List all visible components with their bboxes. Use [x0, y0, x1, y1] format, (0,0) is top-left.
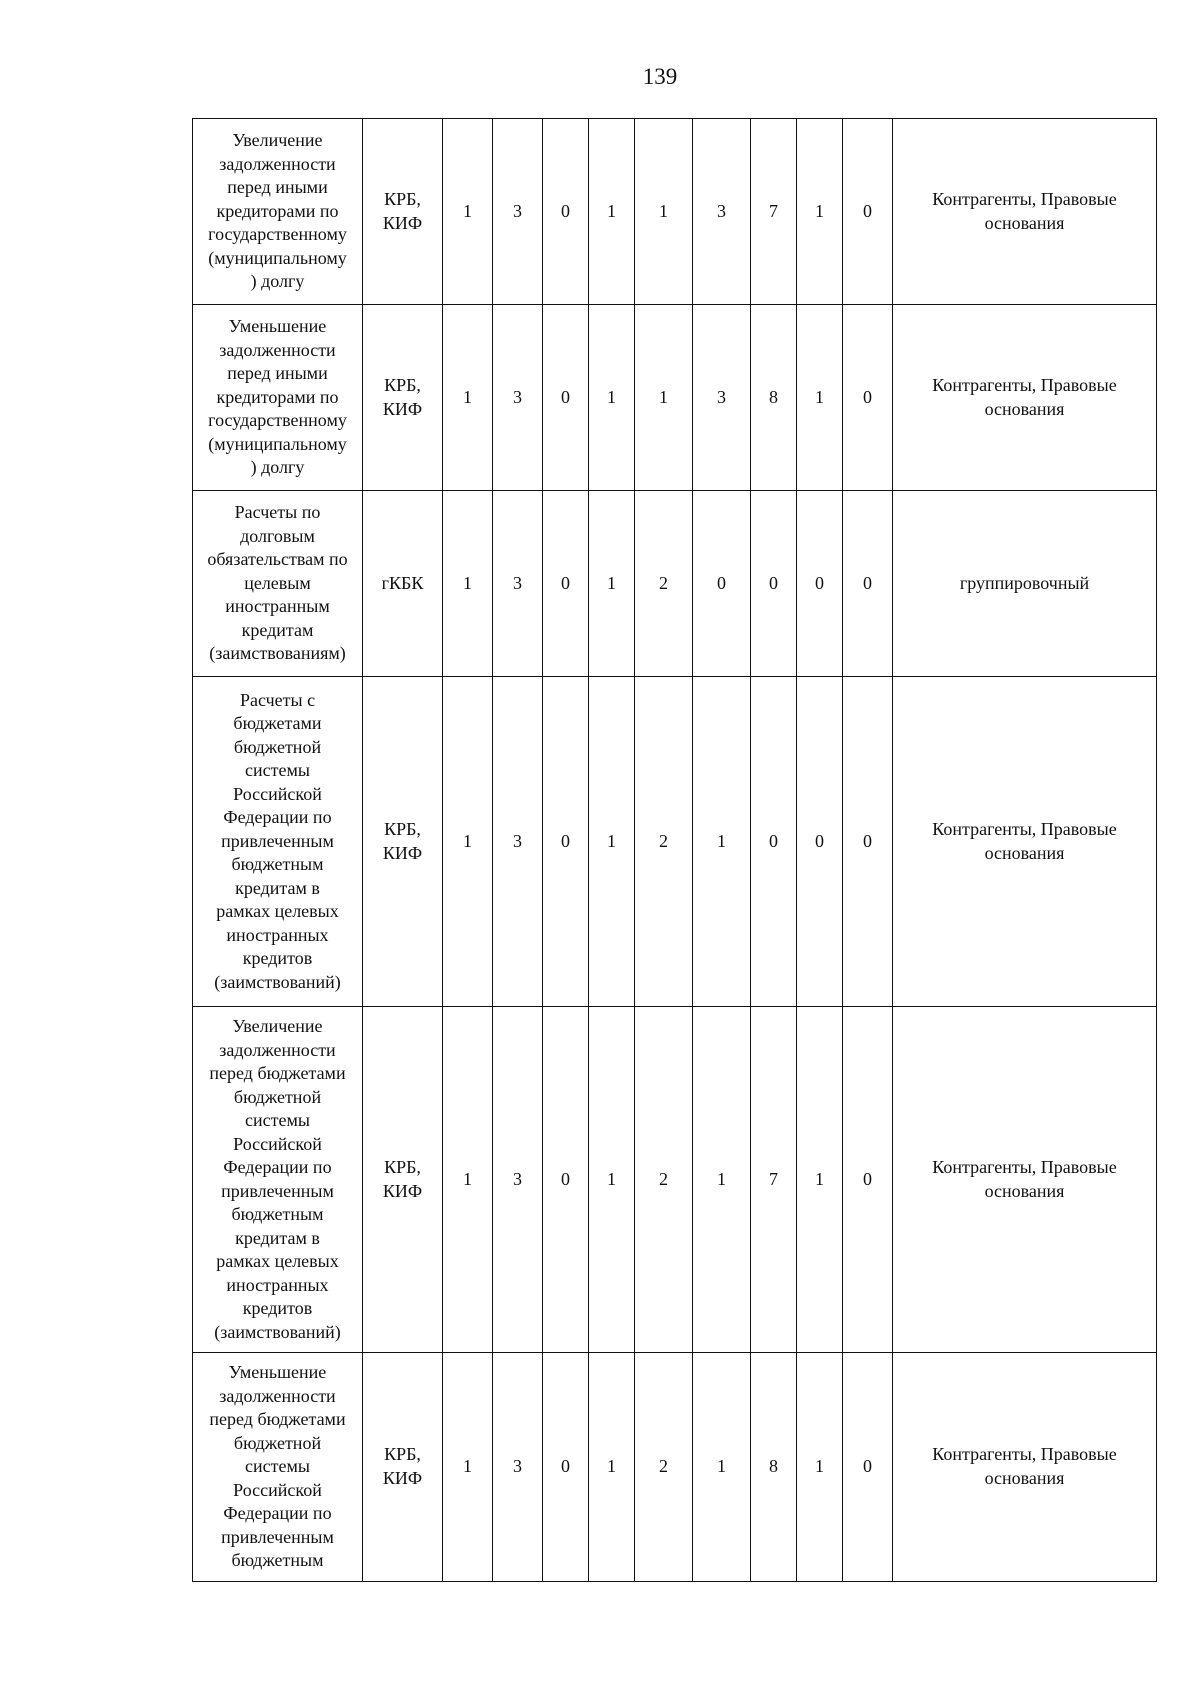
- account-digit-cell: 1: [797, 1353, 843, 1582]
- account-name-line: перед бюджетами: [209, 1409, 346, 1429]
- analytics-basis-line: основания: [984, 842, 1065, 863]
- account-name-line: бюджетной: [233, 736, 322, 757]
- table-row: [193, 1007, 1157, 1353]
- account-name-line: Увеличение: [232, 130, 323, 151]
- account-digit-cell: 7: [751, 1007, 797, 1353]
- account-name-line: кредитов: [242, 1298, 313, 1318]
- account-digit-cell: 7: [751, 119, 797, 305]
- account-type-cell: [363, 119, 443, 305]
- account-name-line: государственному: [208, 224, 347, 245]
- account-name-line: Федерации по: [223, 1503, 332, 1523]
- account-digit-cell: 8: [751, 1353, 797, 1582]
- account-name-line: Уменьшение: [228, 1362, 327, 1382]
- account-name-line: ) долгу: [250, 457, 305, 478]
- account-name-cell: [193, 1007, 363, 1353]
- account-digit-cell: 1: [693, 677, 751, 1007]
- account-name-line: бюджетной: [233, 1086, 322, 1107]
- account-digit-cell: 3: [693, 305, 751, 491]
- analytics-basis-cell: [893, 1007, 1157, 1353]
- account-digit-cell: 3: [693, 119, 751, 305]
- account-name-line: перед бюджетами: [209, 1063, 346, 1083]
- account-name-line: Федерации по: [223, 1157, 332, 1177]
- account-name-line: кредитам: [241, 619, 314, 640]
- account-type-cell: [363, 305, 443, 491]
- account-digit-cell: 1: [443, 1353, 493, 1582]
- analytics-basis-line: основания: [984, 1467, 1065, 1488]
- account-digit-cell: 1: [797, 1007, 843, 1353]
- account-name-line: рамках целевых: [216, 901, 339, 922]
- account-name-line: бюджетами: [233, 713, 322, 734]
- account-name-line: (заимствований): [214, 971, 341, 992]
- analytics-basis-cell: [893, 491, 1157, 677]
- account-digit-cell: 0: [843, 1353, 893, 1582]
- account-digit-cell: 0: [843, 305, 893, 491]
- analytics-basis-line: основания: [984, 1180, 1065, 1201]
- account-digit-cell: 1: [589, 1007, 635, 1353]
- analytics-basis-line: основания: [984, 398, 1065, 419]
- account-name-line: (муниципальному: [208, 433, 347, 454]
- account-digit-cell: 3: [493, 1353, 543, 1582]
- analytics-basis-line: Контрагенты, Правовые: [932, 819, 1117, 839]
- account-name-line: иностранных: [226, 1274, 329, 1295]
- account-digit-cell: 1: [589, 119, 635, 305]
- account-name-line: бюджетным: [231, 854, 324, 875]
- account-name-cell: [193, 305, 363, 491]
- account-name-cell: [193, 119, 363, 305]
- account-digit-cell: 1: [589, 677, 635, 1007]
- account-digit-cell: 1: [443, 119, 493, 305]
- account-name-line: задолженности: [219, 1039, 336, 1060]
- account-name-line: Российской: [233, 1133, 322, 1154]
- account-name-line: (муниципальному: [208, 247, 347, 268]
- account-digit-cell: 0: [797, 677, 843, 1007]
- account-type-line: гКБК: [381, 572, 424, 593]
- account-type-line: КИФ: [382, 1467, 423, 1488]
- account-name-line: государственному: [208, 410, 347, 431]
- account-digit-cell: 1: [589, 491, 635, 677]
- account-name-line: перед иными: [227, 363, 328, 384]
- account-name-line: (заимствований): [214, 1321, 341, 1342]
- page-number: 139: [642, 64, 678, 89]
- account-digit-cell: 0: [751, 491, 797, 677]
- account-name-line: бюджетным: [231, 1550, 324, 1570]
- account-name-line: ) долгу: [250, 271, 305, 292]
- account-digit-cell: 0: [751, 677, 797, 1007]
- analytics-basis-line: Контрагенты, Правовые: [932, 1444, 1117, 1465]
- account-name-line: привлеченным: [221, 830, 334, 851]
- account-digit-cell: 0: [543, 119, 589, 305]
- account-name-line: перед иными: [227, 177, 328, 198]
- account-name-line: задолженности: [219, 1385, 336, 1406]
- account-name-cell: [193, 677, 363, 1007]
- table-row: [193, 677, 1157, 1007]
- account-digit-cell: 3: [493, 1007, 543, 1353]
- account-digit-cell: 0: [797, 491, 843, 677]
- account-digit-cell: 2: [635, 1353, 693, 1582]
- account-name-line: иностранных: [226, 924, 329, 945]
- account-digit-cell: 3: [493, 305, 543, 491]
- account-name-line: кредитам в: [235, 1227, 320, 1248]
- account-type-cell: [363, 1007, 443, 1353]
- table-row: [193, 119, 1157, 305]
- account-type-line: КИФ: [382, 212, 423, 233]
- account-type-line: КРБ,: [384, 189, 421, 209]
- account-name-line: привлеченным: [221, 1180, 334, 1201]
- table-body: [193, 119, 1157, 1582]
- account-name-line: кредитам в: [235, 877, 320, 898]
- account-name-line: Федерации по: [223, 807, 332, 828]
- account-digit-cell: 1: [797, 305, 843, 491]
- account-type-cell: [363, 677, 443, 1007]
- account-digit-cell: 0: [543, 305, 589, 491]
- account-digit-cell: 0: [843, 491, 893, 677]
- account-digit-cell: 1: [589, 305, 635, 491]
- account-name-line: кредиторами по: [216, 200, 339, 221]
- account-digit-cell: 0: [543, 1007, 589, 1353]
- account-name-line: кредиторами по: [216, 386, 339, 407]
- table-row: [193, 305, 1157, 491]
- account-type-line: КИФ: [382, 1180, 423, 1201]
- account-type-line: КРБ,: [384, 1157, 421, 1177]
- account-digit-cell: 0: [543, 491, 589, 677]
- account-name-line: Увеличение: [232, 1016, 323, 1036]
- account-digit-cell: 2: [635, 491, 693, 677]
- account-name-line: целевым: [244, 572, 311, 593]
- account-name-line: рамках целевых: [216, 1251, 339, 1271]
- account-digit-cell: 8: [751, 305, 797, 491]
- account-type-cell: [363, 1353, 443, 1582]
- account-type-line: КРБ,: [384, 819, 421, 839]
- account-digit-cell: 0: [543, 1353, 589, 1582]
- account-name-line: обязательствам по: [207, 549, 348, 570]
- account-digit-cell: 1: [693, 1353, 751, 1582]
- account-type-line: КРБ,: [384, 1444, 421, 1465]
- account-digit-cell: 1: [443, 1007, 493, 1353]
- analytics-basis-line: Контрагенты, Правовые: [932, 1157, 1117, 1177]
- account-name-line: Расчеты по: [234, 502, 321, 523]
- account-name-line: Уменьшение: [228, 316, 327, 337]
- account-digit-cell: 0: [693, 491, 751, 677]
- account-name-cell: [193, 1353, 363, 1582]
- analytics-basis-cell: [893, 119, 1157, 305]
- account-name-line: задолженности: [219, 339, 336, 360]
- account-type-cell: [363, 491, 443, 677]
- account-digit-cell: 1: [635, 305, 693, 491]
- account-name-line: Российской: [233, 1479, 322, 1500]
- account-name-line: (заимствованиям): [209, 643, 346, 664]
- account-digit-cell: 0: [543, 677, 589, 1007]
- account-name-line: системы: [245, 1110, 310, 1130]
- analytics-basis-cell: [893, 1353, 1157, 1582]
- analytics-basis-cell: [893, 677, 1157, 1007]
- account-digit-cell: 0: [843, 119, 893, 305]
- account-digit-cell: 0: [843, 1007, 893, 1353]
- account-digit-cell: 0: [843, 677, 893, 1007]
- account-digit-cell: 1: [443, 305, 493, 491]
- accounts-table: [192, 118, 1157, 1582]
- analytics-basis-line: Контрагенты, Правовые: [932, 189, 1117, 209]
- account-type-line: КРБ,: [384, 375, 421, 395]
- account-name-line: кредитов: [242, 948, 313, 969]
- account-name-line: долговым: [240, 525, 315, 546]
- account-type-line: КИФ: [382, 398, 423, 419]
- account-digit-cell: 2: [635, 677, 693, 1007]
- account-name-line: задолженности: [219, 153, 336, 174]
- table-row: [193, 1353, 1157, 1582]
- account-digit-cell: 3: [493, 491, 543, 677]
- analytics-basis-line: основания: [984, 212, 1065, 233]
- account-digit-cell: 3: [493, 119, 543, 305]
- account-type-line: КИФ: [382, 842, 423, 863]
- analytics-basis-cell: [893, 305, 1157, 491]
- analytics-basis-line: группировочный: [959, 572, 1090, 593]
- account-name-line: иностранным: [225, 596, 330, 617]
- account-digit-cell: 1: [443, 677, 493, 1007]
- account-digit-cell: 1: [635, 119, 693, 305]
- account-name-line: бюджетным: [231, 1204, 324, 1224]
- account-name-line: привлеченным: [221, 1526, 334, 1547]
- account-digit-cell: 1: [443, 491, 493, 677]
- account-digit-cell: 2: [635, 1007, 693, 1353]
- account-digit-cell: 1: [797, 119, 843, 305]
- table-row: [193, 491, 1157, 677]
- account-name-line: Расчеты с: [239, 689, 316, 710]
- account-name-line: системы: [245, 760, 310, 781]
- account-digit-cell: 3: [493, 677, 543, 1007]
- account-digit-cell: 1: [693, 1007, 751, 1353]
- analytics-basis-line: Контрагенты, Правовые: [932, 375, 1117, 395]
- account-name-line: Российской: [233, 783, 322, 804]
- account-name-cell: [193, 491, 363, 677]
- account-digit-cell: 1: [589, 1353, 635, 1582]
- account-name-line: бюджетной: [233, 1432, 322, 1453]
- account-name-line: системы: [245, 1456, 310, 1476]
